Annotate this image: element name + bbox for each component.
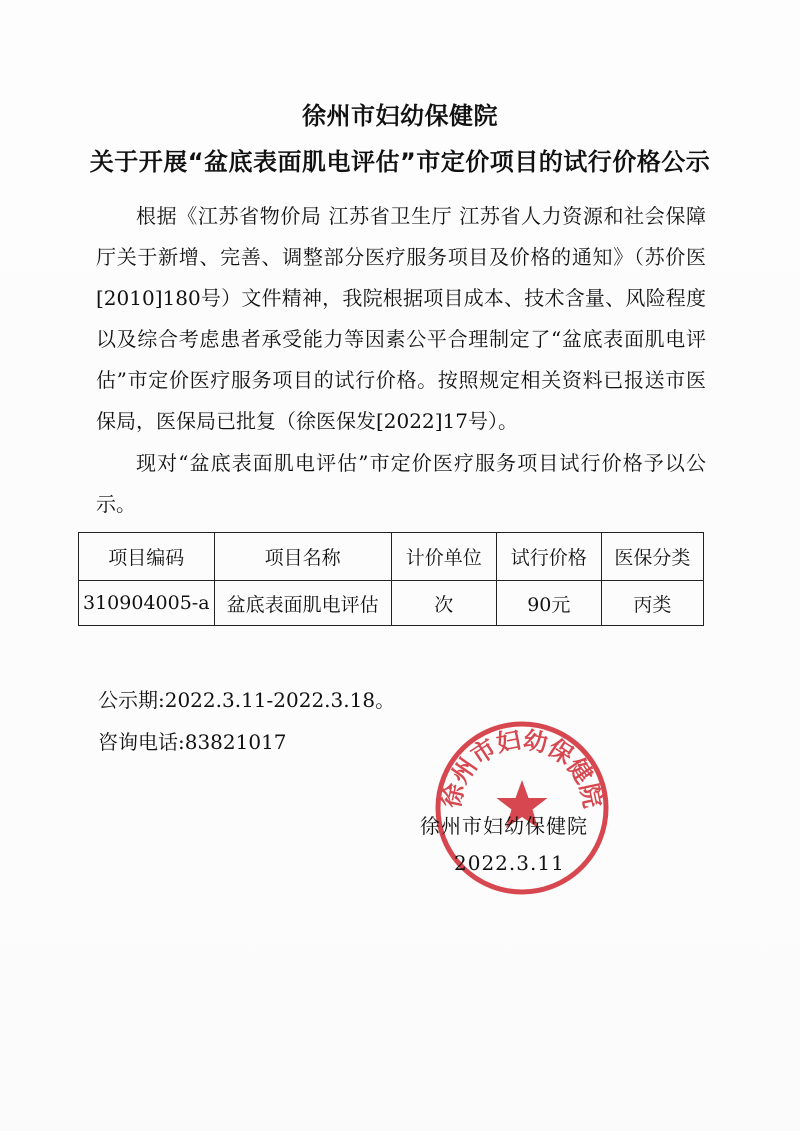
document-title-org: 徐州市妇幼保健院 [302, 102, 498, 130]
table-header-row [79, 533, 704, 581]
column-header-unit: 计价单位 [391, 533, 496, 581]
publicity-period: 公示期:2022.3.11-2022.3.18。 [98, 688, 396, 712]
column-header-price: 试行价格 [496, 533, 601, 581]
cell-trial-price: 90元 [496, 581, 601, 626]
cell-item-code: 310904005-a [79, 581, 215, 626]
column-header-code: 项目编码 [79, 533, 215, 581]
consultation-phone: 咨询电话:83821017 [98, 730, 287, 754]
price-table [78, 532, 704, 626]
signature-organization: 徐州市妇幼保健院 [420, 814, 588, 838]
cell-insurance-class: 丙类 [601, 581, 703, 626]
cell-pricing-unit: 次 [391, 581, 496, 626]
body-paragraph-announcement: 现对“盆底表面肌电评估”市定价医疗服务项目试行价格予以公示。 [96, 451, 706, 516]
column-header-name: 项目名称 [214, 533, 391, 581]
column-header-insurance: 医保分类 [601, 533, 703, 581]
body-paragraph-basis: 根据《江苏省物价局 江苏省卫生厅 江苏省人力资源和社会保障厅关于新增、完善、调整部分医疗服务项目及价格的通知》（苏价医[2010]180号）文件精神，我院根据项目成本、技术含量、风险程度以及综合考虑患者承受能力等因素公平合理制定了“盆底表面肌电评估”市定价医疗服务项目的试行价格。按照规定相关资料已报送市医保局，医保局已批复（徐医保发[2022]17号）。 [96, 204, 706, 433]
cell-item-name: 盆底表面肌电评估 [214, 581, 391, 626]
signature-date: 2022.3.11 [454, 851, 565, 875]
table-row [79, 581, 704, 626]
document-title-subject: 关于开展“盆底表面肌电评估”市定价项目的试行价格公示 [89, 148, 711, 176]
seal-text: 徐州市妇幼保健院 [437, 725, 607, 811]
